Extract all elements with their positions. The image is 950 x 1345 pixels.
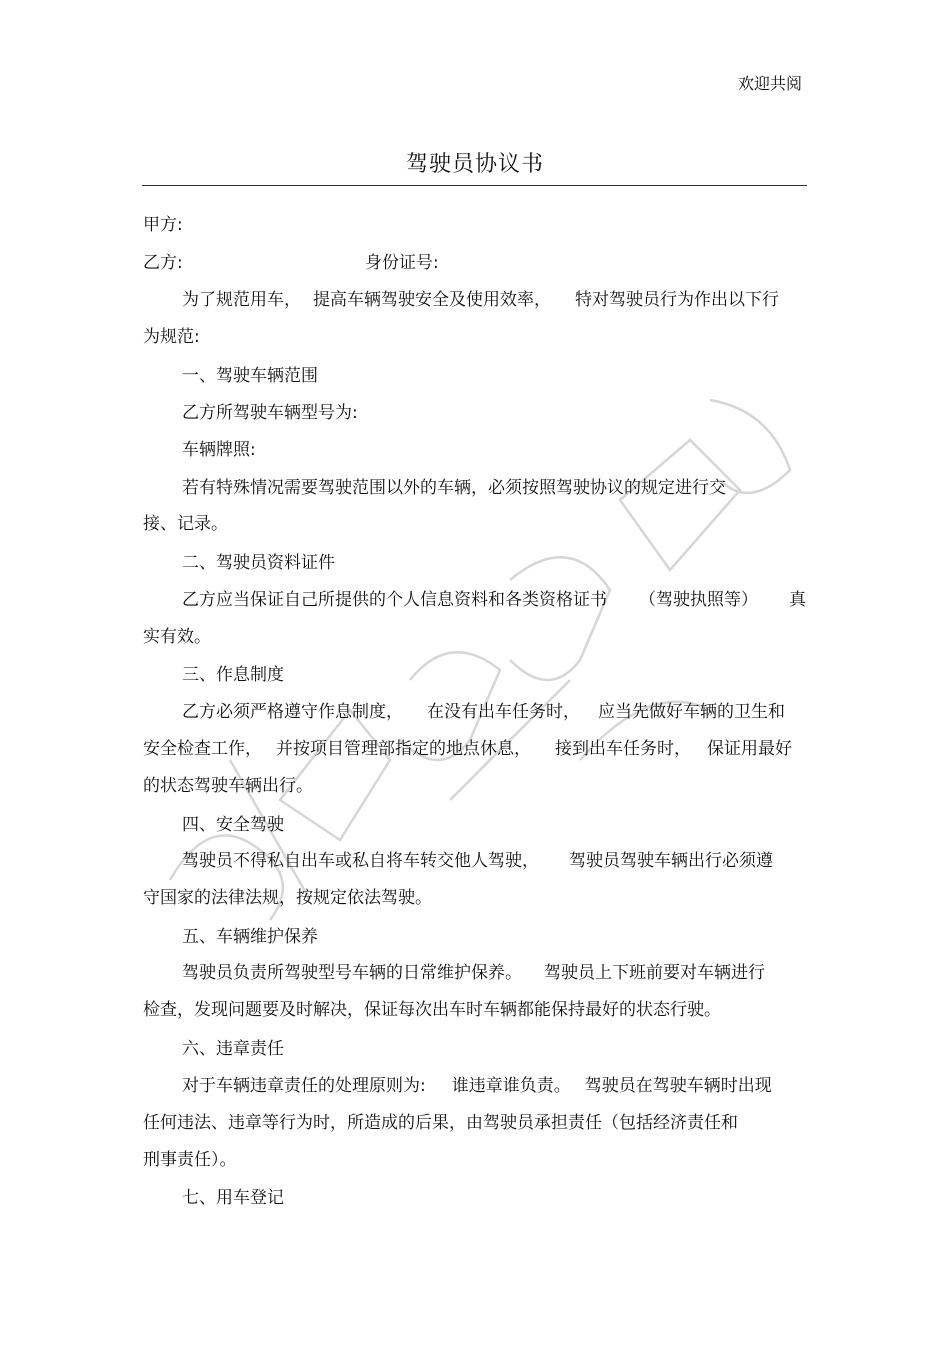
section-6-body-2: 任何违法、违章等行为时，所造成的后果，由驾驶员承担责任（包括经济责任和 bbox=[143, 1113, 738, 1133]
section-1-body-2: 接、记录。 bbox=[143, 514, 228, 534]
page-title: 驾驶员协议书 bbox=[405, 152, 544, 177]
section-3-body-3: 的状态驾驶车辆出行。 bbox=[143, 776, 313, 796]
intro-line-2: 为规范: bbox=[143, 327, 200, 347]
section-1-body-1: 若有特殊情况需要驾驶范围以外的车辆，必须按照驾驶协议的规定进行交 bbox=[182, 478, 726, 498]
section-4-body-2: 守国家的法律法规，按规定依法驾驶。 bbox=[143, 888, 432, 908]
section-7-heading: 七、用车登记 bbox=[182, 1188, 284, 1208]
section-6-heading: 六、违章责任 bbox=[182, 1039, 284, 1059]
header-note: 欢迎共阅 bbox=[737, 74, 802, 93]
party-b-label: 乙方: bbox=[143, 253, 183, 273]
section-2-body-tail: 真 bbox=[789, 590, 806, 610]
section-5-body-1: 驾驶员负责所驾驶型号车辆的日常维护保养。 驾驶员上下班前要对车辆进行 bbox=[182, 963, 765, 983]
section-5-heading: 五、车辆维护保养 bbox=[182, 927, 318, 947]
section-6-body-1: 对于车辆违章责任的处理原则为: 谁违章谁负责。 驾驶员在驾驶车辆时出现 bbox=[182, 1076, 772, 1096]
section-2-heading: 二、驾驶员资料证件 bbox=[182, 553, 335, 573]
section-4-body-1: 驾驶员不得私自出车或私自将车转交他人驾驶， 驾驶员驾驶车辆出行必须遵 bbox=[182, 851, 773, 871]
vehicle-model-label: 乙方所驾驶车辆型号为: bbox=[182, 403, 358, 423]
section-3-body-1: 乙方必须严格遵守作息制度， 在没有出车任务时， 应当先做好车辆的卫生和 bbox=[182, 702, 785, 722]
section-3-body-2: 安全检查工作， 并按项目管理部指定的地点休息， 接到出车任务时， 保证用最好 bbox=[143, 739, 792, 759]
section-3-heading: 三、作息制度 bbox=[182, 665, 284, 685]
section-1-heading: 一、驾驶车辆范围 bbox=[182, 366, 318, 386]
id-number-label: 身份证号: bbox=[365, 253, 439, 273]
vehicle-plate-label: 车辆牌照: bbox=[182, 440, 256, 460]
section-2-body-2: 实有效。 bbox=[143, 627, 211, 647]
section-6-body-3: 刑事责任）。 bbox=[143, 1150, 237, 1170]
party-a-label: 甲方: bbox=[143, 215, 183, 235]
section-4-heading: 四、安全驾驶 bbox=[182, 815, 284, 835]
section-2-body-1: 乙方应当保证自己所提供的个人信息资料和各类资格证书 （驾驶执照等） bbox=[182, 590, 758, 610]
intro-line-1: 为了规范用车， 提高车辆驾驶安全及使用效率， 特对驾驶员行为作出以下行 bbox=[182, 290, 779, 310]
title-divider bbox=[142, 185, 807, 186]
section-5-body-2: 检查，发现问题要及时解决，保证每次出车时车辆都能保持最好的状态行驶。 bbox=[143, 1000, 721, 1020]
